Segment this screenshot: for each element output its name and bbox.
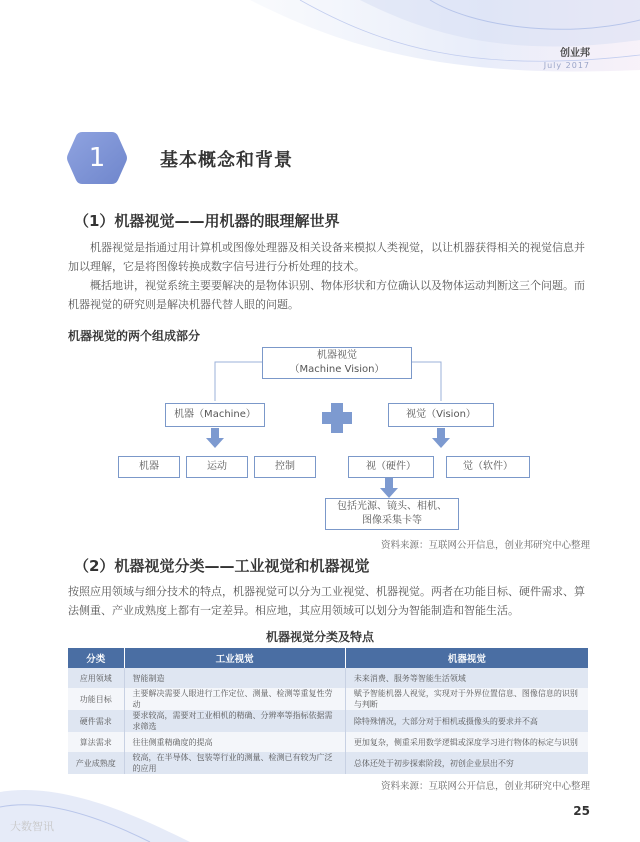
comparison-table xyxy=(68,648,588,774)
part1-paragraph-1: 机器视觉是指通过用计算机或图像处理器及相关设备来模拟人类视觉，以让机器获得相关的视觉信息并加以理解，它是将图像转换成数字信号进行分析处理的技术。 xyxy=(68,241,585,273)
table-row xyxy=(68,710,588,732)
header-industrial-vision: 工业视觉 xyxy=(124,648,345,668)
section-title: 基本概念和背景 xyxy=(160,150,293,171)
software-box: 觉（软件） xyxy=(446,456,530,478)
row-industrial-cell: 较高，在半导体、包装等行业的测量、检测已有较为广泛的应用 xyxy=(124,752,345,774)
motion-sub-box: 运动 xyxy=(186,456,248,478)
root-label: 机器视觉 xyxy=(316,350,357,361)
header-category: 分类 xyxy=(68,648,124,668)
plus-icon xyxy=(331,403,343,433)
brand-name: 创业邦 xyxy=(560,48,590,59)
arrow-down-icon xyxy=(380,478,398,498)
row-category: 产业成熟度 xyxy=(68,752,124,774)
part2-paragraph: 按照应用领域与细分技术的特点，机器视觉可以分为工业视觉、机器视觉。两者在功能目标、硬件需求、算法侧重、产业成熟度上都有一定差异。相应地，其应用领域可以划分为智能制造和智能生活。 xyxy=(68,585,585,617)
vision-box: 视觉（Vision） xyxy=(388,403,494,427)
row-machine-cell: 总体还处于初步探索阶段，初创企业层出不穷 xyxy=(345,752,588,774)
source-note-2: 资料来源：互联网公开信息，创业邦研究中心整理 xyxy=(380,781,590,792)
row-machine-cell: 除特殊情况，大部分对于相机或摄像头的要求并不高 xyxy=(345,710,588,732)
row-category: 算法需求 xyxy=(68,732,124,752)
row-machine-cell: 更加复杂，侧重采用数学逻辑或深度学习进行物体的标定与识别 xyxy=(345,732,588,752)
hardware-detail-box xyxy=(325,498,459,530)
part2-heading: （2）机器视觉分类——工业视觉和机器视觉 xyxy=(74,557,370,575)
header-machine-vision: 机器视觉 xyxy=(345,648,588,668)
row-category: 应用领域 xyxy=(68,668,124,688)
diagram-title: 机器视觉的两个组成部分 xyxy=(68,329,201,343)
source-note-1: 资料来源：互联网公开信息，创业邦研究中心整理 xyxy=(380,540,590,551)
page-number: 25 xyxy=(573,804,590,818)
row-industrial-cell: 要求较高，需要对工业相机的精确、分辨率等指标依据需求筛选 xyxy=(124,710,345,732)
machine-box: 机器（Machine） xyxy=(165,403,265,427)
hardware-detail-line1: 包括光源、镜头、相机、 xyxy=(337,501,447,512)
watermark: 大数智讯 xyxy=(10,820,54,833)
arrow-down-icon xyxy=(432,428,450,448)
issue-date: July 2017 xyxy=(543,61,590,70)
diagram-root-box xyxy=(262,347,412,379)
table-row xyxy=(68,732,588,752)
machine-sub-box: 机器 xyxy=(118,456,180,478)
brand-header xyxy=(544,44,590,70)
hardware-box: 视（硬件） xyxy=(348,456,434,478)
part1-paragraph-2: 概括地讲，视觉系统主要要解决的是物体识别、物体形状和方位确认以及物体运动判断这三个问题。而机器视觉的研究则是解决机器代替人眼的问题。 xyxy=(68,279,585,311)
control-sub-box: 控制 xyxy=(254,456,316,478)
row-industrial-cell: 智能制造 xyxy=(124,668,345,688)
row-category: 硬件需求 xyxy=(68,710,124,732)
row-category: 功能目标 xyxy=(68,688,124,710)
row-machine-cell: 未来消费、服务等智能生活领域 xyxy=(345,668,588,688)
table-title: 机器视觉分类及特点 xyxy=(265,630,374,644)
table-row xyxy=(68,668,588,688)
row-machine-cell: 赋予智能机器人视觉，实现对于外界位置信息、图像信息的识别与判断 xyxy=(345,688,588,710)
row-industrial-cell: 往往侧重精确度的提高 xyxy=(124,732,345,752)
root-sublabel: （Machine Vision） xyxy=(289,364,385,375)
table-header-row xyxy=(68,648,588,668)
arrow-down-icon xyxy=(206,428,224,448)
hardware-detail-line2: 图像采集卡等 xyxy=(362,515,422,526)
table-row xyxy=(68,752,588,774)
table-row xyxy=(68,688,588,710)
part1-heading: （1）机器视觉——用机器的眼理解世界 xyxy=(74,212,340,230)
section-number: 1 xyxy=(88,143,106,173)
row-industrial-cell: 主要解决需要人眼进行工作定位、测量、检测等重复性劳动 xyxy=(124,688,345,710)
